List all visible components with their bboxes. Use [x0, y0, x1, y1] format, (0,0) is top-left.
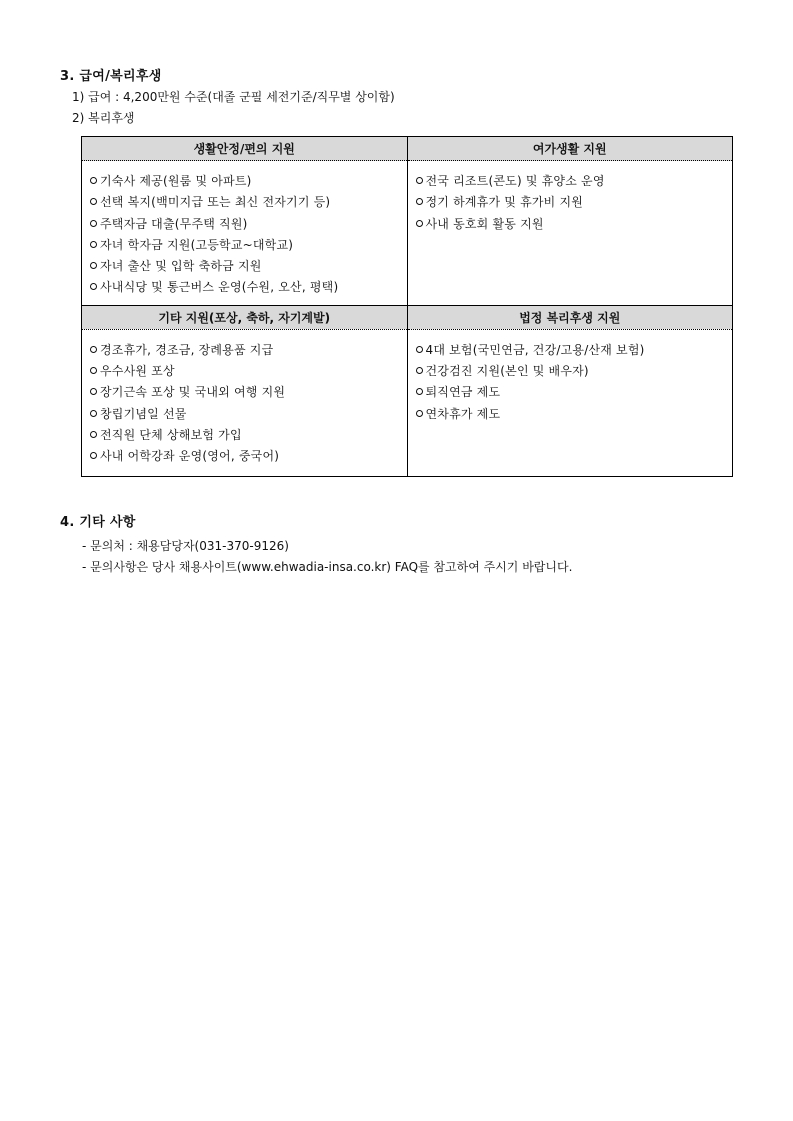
- circle-bullet-icon: [90, 220, 97, 227]
- other-support-list: [90, 340, 407, 468]
- leisure-support-list: [416, 171, 733, 235]
- list-item-text: 자녀 출산 및 입학 축하금 지원: [100, 259, 262, 274]
- circle-bullet-icon: [416, 177, 423, 184]
- cell-living-support: [82, 161, 408, 306]
- list-item-text: 사내식당 및 통근버스 운영(수원, 오산, 평택): [100, 280, 339, 295]
- circle-bullet-icon: [90, 388, 97, 395]
- circle-bullet-icon: [90, 177, 97, 184]
- list-item-text: 연차휴가 제도: [425, 406, 501, 421]
- list-item: [90, 235, 407, 256]
- list-item-text: 사내 어학강좌 운영(영어, 중국어): [100, 449, 280, 464]
- list-item-text: 경조휴가, 경조금, 장례용품 지급: [100, 342, 274, 357]
- benefits-table: [81, 136, 733, 477]
- circle-bullet-icon: [90, 262, 97, 269]
- list-item: [416, 382, 733, 403]
- list-item: [416, 340, 733, 361]
- salary-item: 1) 급여 : 4,200만원 수준(대졸 군필 세전기준/직무별 상이함): [72, 90, 395, 104]
- list-item-text: 4대 보험(국민연금, 건강/고용/산재 보험): [425, 342, 645, 357]
- list-item-text: 사내 동호회 활동 지원: [425, 216, 544, 231]
- circle-bullet-icon: [90, 241, 97, 248]
- list-item-text: 건강검진 지원(본인 및 배우자): [425, 364, 589, 379]
- circle-bullet-icon: [90, 198, 97, 205]
- circle-bullet-icon: [416, 410, 423, 417]
- circle-bullet-icon: [416, 367, 423, 374]
- header-legal-support: 법정 복리후생 지원: [407, 305, 733, 329]
- list-item-text: 우수사원 포상: [100, 364, 175, 379]
- list-item-text: 주택자금 대출(무주택 직원): [100, 216, 248, 231]
- list-item: [416, 171, 733, 192]
- list-item: [90, 171, 407, 192]
- circle-bullet-icon: [416, 388, 423, 395]
- list-item: [90, 382, 407, 403]
- list-item: [416, 214, 733, 235]
- circle-bullet-icon: [416, 346, 423, 353]
- faq-item: - 문의사항은 당사 채용사이트(www.ehwadia-insa.co.kr) FAQ를 참고하여 주시기 바랍니다.: [82, 560, 573, 574]
- header-living-support: 생활안정/편의 지원: [82, 137, 408, 161]
- list-item: [90, 256, 407, 277]
- benefits-content-row-1: [82, 161, 733, 306]
- circle-bullet-icon: [90, 410, 97, 417]
- benefits-header-row-2: [82, 305, 733, 329]
- living-support-list: [90, 171, 407, 299]
- circle-bullet-icon: [416, 220, 423, 227]
- list-item: [90, 446, 407, 467]
- header-other-support: 기타 지원(포상, 축하, 자기계발): [82, 305, 408, 329]
- section-4-title: 4. 기타 사항: [60, 515, 136, 530]
- list-item: [90, 425, 407, 446]
- list-item: [90, 404, 407, 425]
- circle-bullet-icon: [90, 346, 97, 353]
- list-item-text: 장기근속 포상 및 국내외 여행 지원: [100, 385, 286, 400]
- list-item: [90, 214, 407, 235]
- circle-bullet-icon: [90, 367, 97, 374]
- cell-legal-support: [407, 329, 733, 476]
- legal-support-list: [416, 340, 733, 425]
- section-3-title: 3. 급여/복리후생: [60, 69, 162, 84]
- circle-bullet-icon: [90, 452, 97, 459]
- circle-bullet-icon: [416, 198, 423, 205]
- list-item-text: 퇴직연금 제도: [425, 385, 501, 400]
- list-item: [416, 361, 733, 382]
- welfare-label: 2) 복리후생: [72, 111, 135, 125]
- list-item: [90, 361, 407, 382]
- benefits-content-row-2: [82, 329, 733, 476]
- list-item-text: 선택 복지(백미지급 또는 최신 전자기기 등): [100, 195, 331, 210]
- list-item: [90, 277, 407, 298]
- list-item: [416, 192, 733, 213]
- header-leisure-support: 여가생활 지원: [407, 137, 733, 161]
- benefits-header-row-1: [82, 137, 733, 161]
- list-item: [416, 404, 733, 425]
- cell-leisure-support: [407, 161, 733, 306]
- list-item-text: 창립기념일 선물: [100, 406, 187, 421]
- circle-bullet-icon: [90, 431, 97, 438]
- contact-item: - 문의처 : 채용담당자(031-370-9126): [82, 539, 289, 553]
- list-item-text: 기숙사 제공(원룸 및 아파트): [100, 174, 252, 188]
- list-item-text: 자녀 학자금 지원(고등학교~대학교): [100, 237, 294, 252]
- list-item-text: 정기 하계휴가 및 휴가비 지원: [425, 195, 584, 210]
- list-item: [90, 192, 407, 213]
- list-item-text: 전직원 단체 상해보험 가입: [100, 427, 242, 442]
- list-item: [90, 340, 407, 361]
- circle-bullet-icon: [90, 283, 97, 290]
- cell-other-support: [82, 329, 408, 476]
- list-item-text: 전국 리조트(콘도) 및 휴양소 운영: [425, 174, 605, 188]
